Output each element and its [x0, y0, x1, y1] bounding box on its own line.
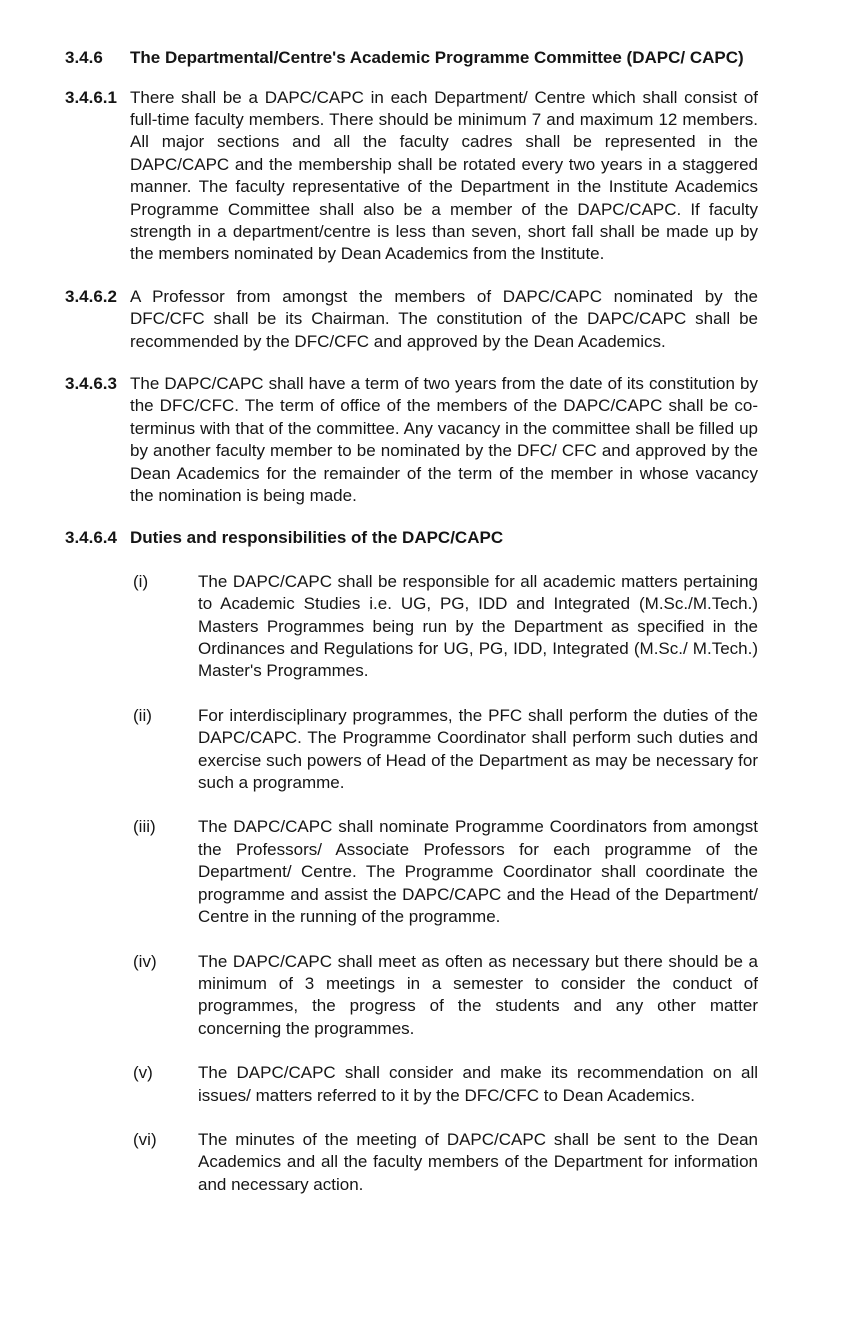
list-item-v: [133, 1062, 758, 1107]
section-number: 3.4.6.4: [65, 528, 117, 548]
clause-text: The DAPC/CAPC shall have a term of two years from the date of its constitution by the DFC/CFC. The term of office of the members of the DAPC/CAPC shall be co-terminus with that of the committee. Any vacancy in the committee shall be filled up by another faculty member to be nominated by the DFC/ CFC and approved by the Dean Academics for the remainder of the term of the member in whose vacancy the nomination is being made.: [130, 373, 758, 505]
list-item-iii: [133, 816, 758, 928]
item-text: The DAPC/CAPC shall be responsible for all academic matters pertaining to Academic Studies i.e. UG, PG, IDD and Integrated (M.Sc./M.Tech.) Masters Programmes being run by the Department as specified in the Ordinances and Regulations for UG, PG, IDD, Integrated (M.Sc./ M.Tech.) Master's Programmes.: [198, 571, 758, 681]
item-text: The DAPC/CAPC shall nominate Programme Coordinators from amongst the Professors/ Associate Professors for each programme of the Department/ Centre. The Programme Coordinator shall coordinate the programme and assist the DAPC/CAPC and the Head of the Department/ Centre in the running of the programme.: [198, 817, 758, 927]
item-label: (iv): [133, 951, 157, 971]
clause-number: 3.4.6.3: [65, 373, 117, 393]
item-label: (i): [133, 571, 149, 591]
section-3-4-6-heading-row: [65, 46, 758, 71]
section-heading: Duties and responsibilities of the DAPC/CAPC: [130, 528, 504, 548]
item-label: (iii): [133, 817, 156, 837]
item-text: The minutes of the meeting of DAPC/CAPC shall be sent to the Dean Academics and all the faculty members of the Department for information and necessary action.: [198, 1129, 758, 1194]
section-heading: The Departmental/Centre's Academic Programme Committee (DAPC/ CAPC): [130, 48, 744, 67]
clause-number: 3.4.6.2: [65, 286, 117, 306]
clause-text: A Professor from amongst the members of DAPC/CAPC nominated by the DFC/CFC shall be its Chairman. The constitution of the DAPC/CAPC shall be recommended by the DFC/CFC and approved by the Dean Academics.: [130, 286, 758, 351]
clause-number: 3.4.6.1: [65, 87, 117, 107]
item-text: The DAPC/CAPC shall meet as often as necessary but there should be a minimum of 3 meetings in a semester to consider the conduct of programmes, the progress of the students and any other matter concerning the programmes.: [198, 951, 758, 1038]
section-3-4-6-4-heading-row: [65, 527, 758, 549]
item-label: (ii): [133, 705, 152, 725]
item-text: The DAPC/CAPC shall consider and make its recommendation on all issues/ matters referred to it by the DFC/CFC to Dean Academics.: [198, 1063, 758, 1105]
item-label: (vi): [133, 1129, 157, 1149]
clause-3-4-6-2: [65, 286, 758, 353]
section-number: 3.4.6: [65, 48, 103, 67]
item-text: For interdisciplinary programmes, the PFC shall perform the duties of the DAPC/CAPC. The Programme Coordinator shall perform such duties and exercise such powers of Head of the Department as may be necessary for such a programme.: [198, 705, 758, 793]
clause-text: There shall be a DAPC/CAPC in each Department/ Centre which shall consist of full-time faculty members. There should be minimum 7 and maximum 12 members. All major sections and all the faculty cadres shall be represented in the DAPC/CAPC and the membership shall be rotated every two years in a staggered manner. The faculty representative of the Department in the Institute Academics Programme Committee shall also be a member of the DAPC/CAPC. If faculty strength in a department/centre is less than seven, short fall shall be made up by the members nominated by Dean Academics from the Institute.: [130, 87, 758, 264]
clause-3-4-6-3: [65, 373, 758, 507]
list-item-vi: [133, 1129, 758, 1196]
list-item-iv: [133, 951, 758, 1041]
item-label: (v): [133, 1063, 153, 1083]
list-item-ii: [133, 705, 758, 795]
clause-3-4-6-1: [65, 87, 758, 266]
list-item-i: [133, 571, 758, 683]
